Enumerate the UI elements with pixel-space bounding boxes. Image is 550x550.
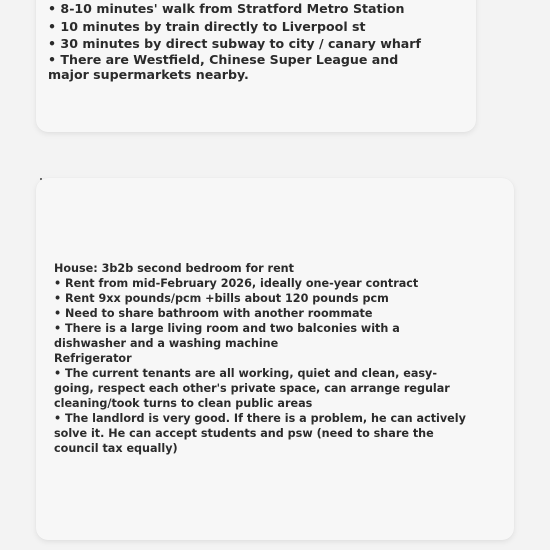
- details-line: solve it. He can accept students and psw (need to share the: [54, 427, 434, 440]
- details-line: • The current tenants are all working, quiet and clean, easy-: [54, 367, 437, 380]
- details-line: • There is a large living room and two balconies with a: [54, 322, 400, 335]
- details-line: Refrigerator: [54, 352, 132, 365]
- location-line: • 8-10 minutes' walk from Stratford Metro Station: [48, 1, 405, 16]
- location-line: • There are Westfield, Chinese Super League and: [48, 52, 399, 67]
- details-heading: House: 3b2b second bedroom for rent: [54, 262, 294, 275]
- listing-card-location: [36, 0, 476, 132]
- details-line: • Rent from mid-February 2026, ideally one-year contract: [54, 277, 419, 290]
- listing-card-details: [36, 178, 514, 540]
- location-line: • 10 minutes by train directly to Liverpool st: [48, 19, 366, 34]
- location-line: major supermarkets nearby.: [48, 67, 249, 82]
- details-line: • Rent 9xx pounds/pcm +bills about 120 pounds pcm: [54, 292, 389, 305]
- location-line: • 30 minutes by direct subway to city / canary wharf: [48, 36, 421, 51]
- details-line: • The landlord is very good. If there is a problem, he can actively: [54, 412, 466, 425]
- details-line: council tax equally): [54, 442, 178, 455]
- details-line: dishwasher and a washing machine: [54, 337, 279, 350]
- details-line: • Need to share bathroom with another roommate: [54, 307, 373, 320]
- details-line: going, respect each other's private space, can arrange regular: [54, 382, 450, 395]
- details-line: cleaning/took turns to clean public areas: [54, 397, 313, 410]
